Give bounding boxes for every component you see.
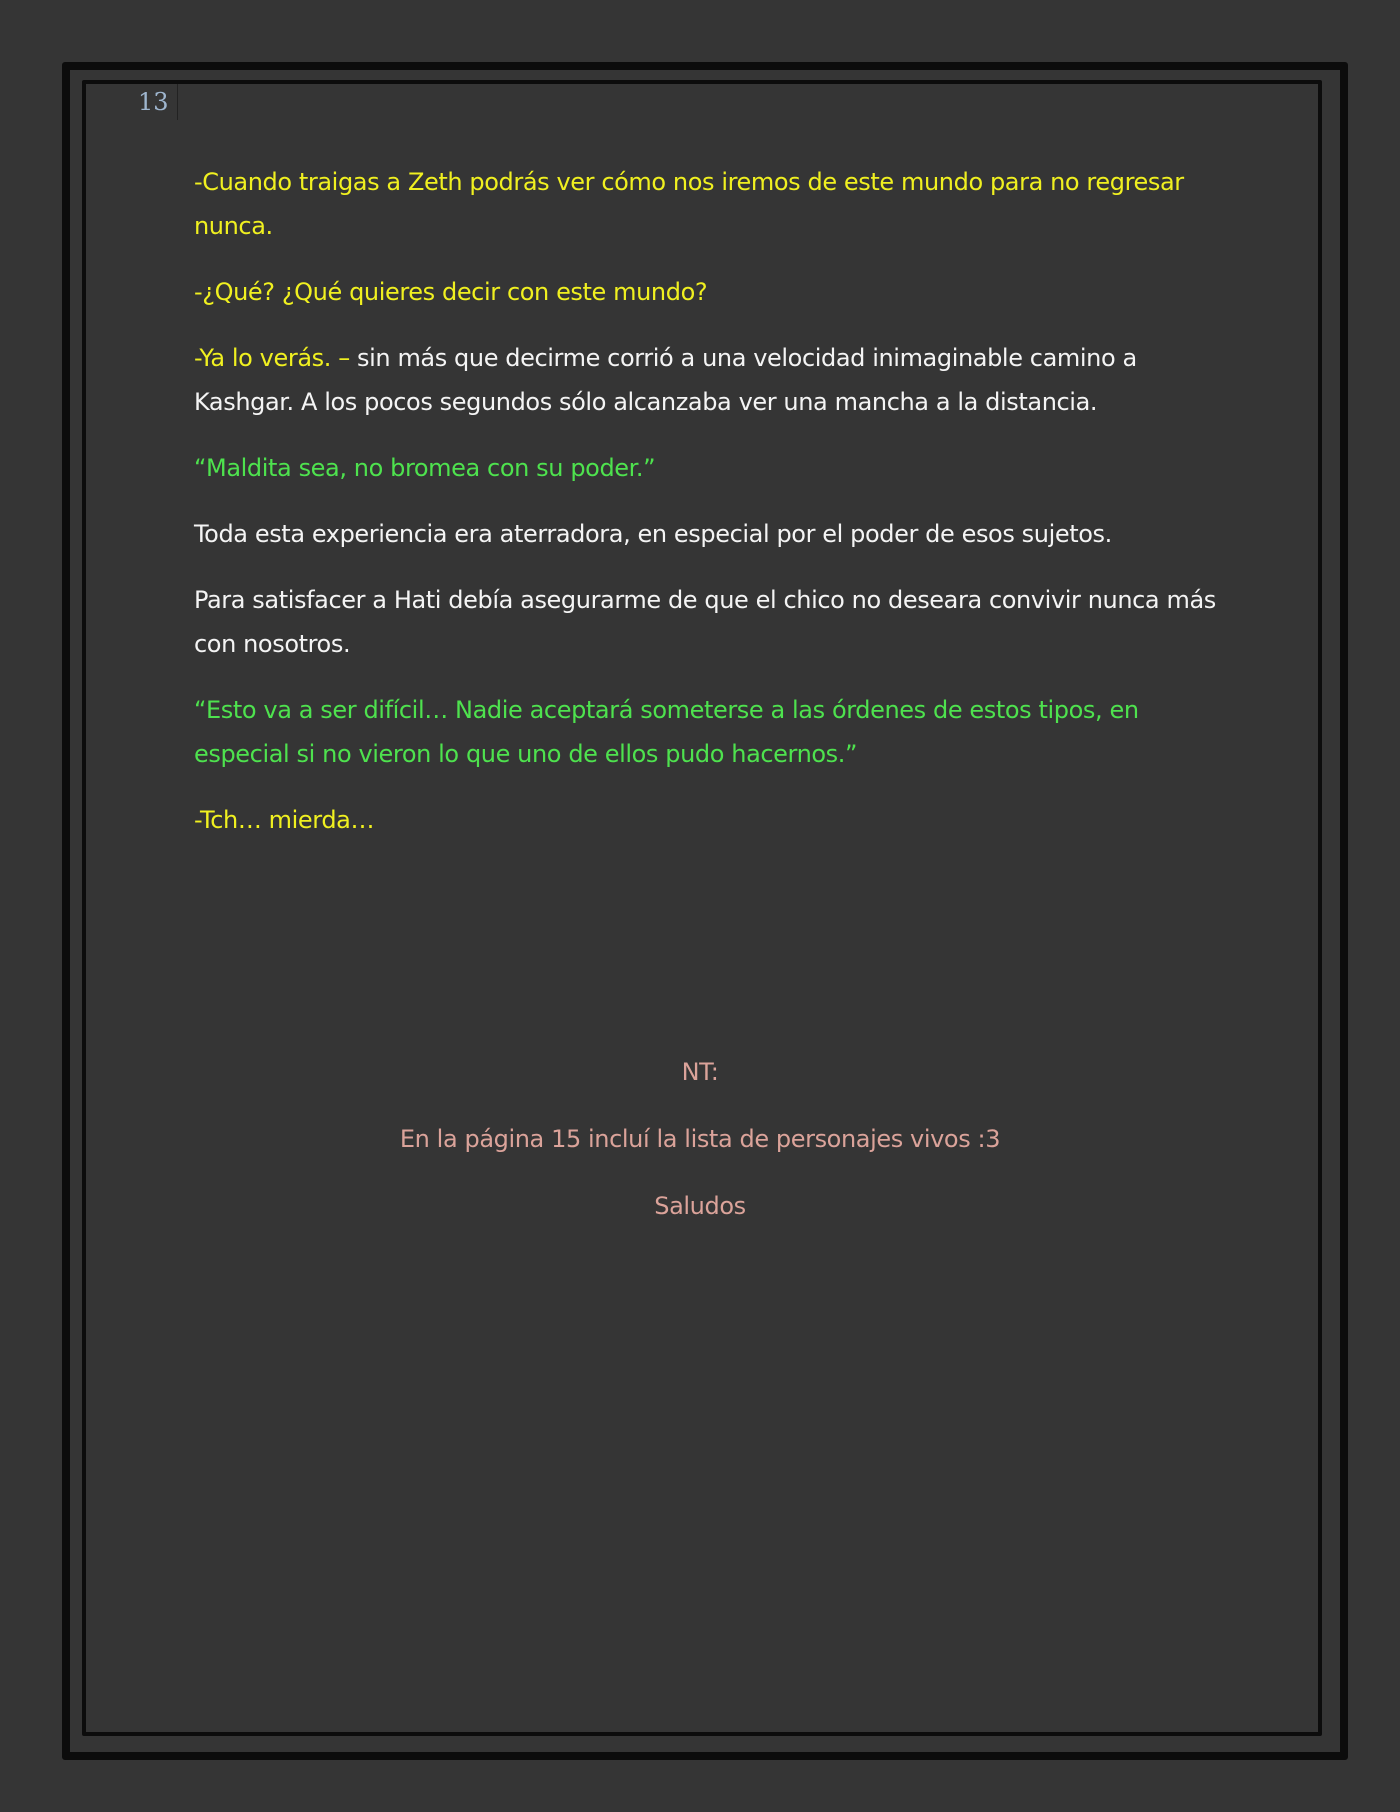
dialogue-text: -Tch… mierda… bbox=[194, 806, 375, 834]
paragraph bbox=[194, 578, 1224, 666]
thought-text: “Esto va a ser difícil… Nadie aceptará someterse a las órdenes de estos tipos, en especial si no vieron lo que uno de ellos pudo hacernos.” bbox=[194, 696, 1139, 768]
narration-text: Para satisfacer a Hati debía asegurarme de que el chico no deseara convivir nunca más con nosotros. bbox=[194, 586, 1216, 658]
dialogue-text: -Cuando traigas a Zeth podrás ver cómo nos iremos de este mundo para no regresar nunca. bbox=[194, 168, 1184, 240]
paragraph bbox=[194, 336, 1224, 424]
paragraph bbox=[194, 798, 1224, 842]
thought-text: “Maldita sea, no bromea con su poder.” bbox=[194, 454, 656, 482]
paragraph bbox=[194, 512, 1224, 556]
paragraph bbox=[194, 688, 1224, 776]
page-number: 13 bbox=[138, 84, 178, 120]
dialogue-text: -Ya lo verás. – bbox=[194, 344, 350, 372]
story-text bbox=[194, 160, 1224, 864]
translator-note-label: NT: bbox=[681, 1058, 719, 1086]
narration-text: sin más que decirme corrió a una velocidad inimaginable camino a Kashgar. A los pocos segundos sólo alcanzaba ver una mancha a la distancia. bbox=[194, 344, 1137, 416]
paragraph bbox=[194, 160, 1224, 248]
dialogue-text: -¿Qué? ¿Qué quieres decir con este mundo? bbox=[194, 278, 708, 306]
translator-note-closing: Saludos bbox=[654, 1192, 746, 1220]
translator-note-text: En la página 15 incluí la lista de personajes vivos :3 bbox=[399, 1125, 1001, 1153]
paragraph bbox=[194, 446, 1224, 490]
narration-text: Toda esta experiencia era aterradora, en especial por el poder de esos sujetos. bbox=[194, 520, 1112, 548]
paragraph bbox=[194, 270, 1224, 314]
